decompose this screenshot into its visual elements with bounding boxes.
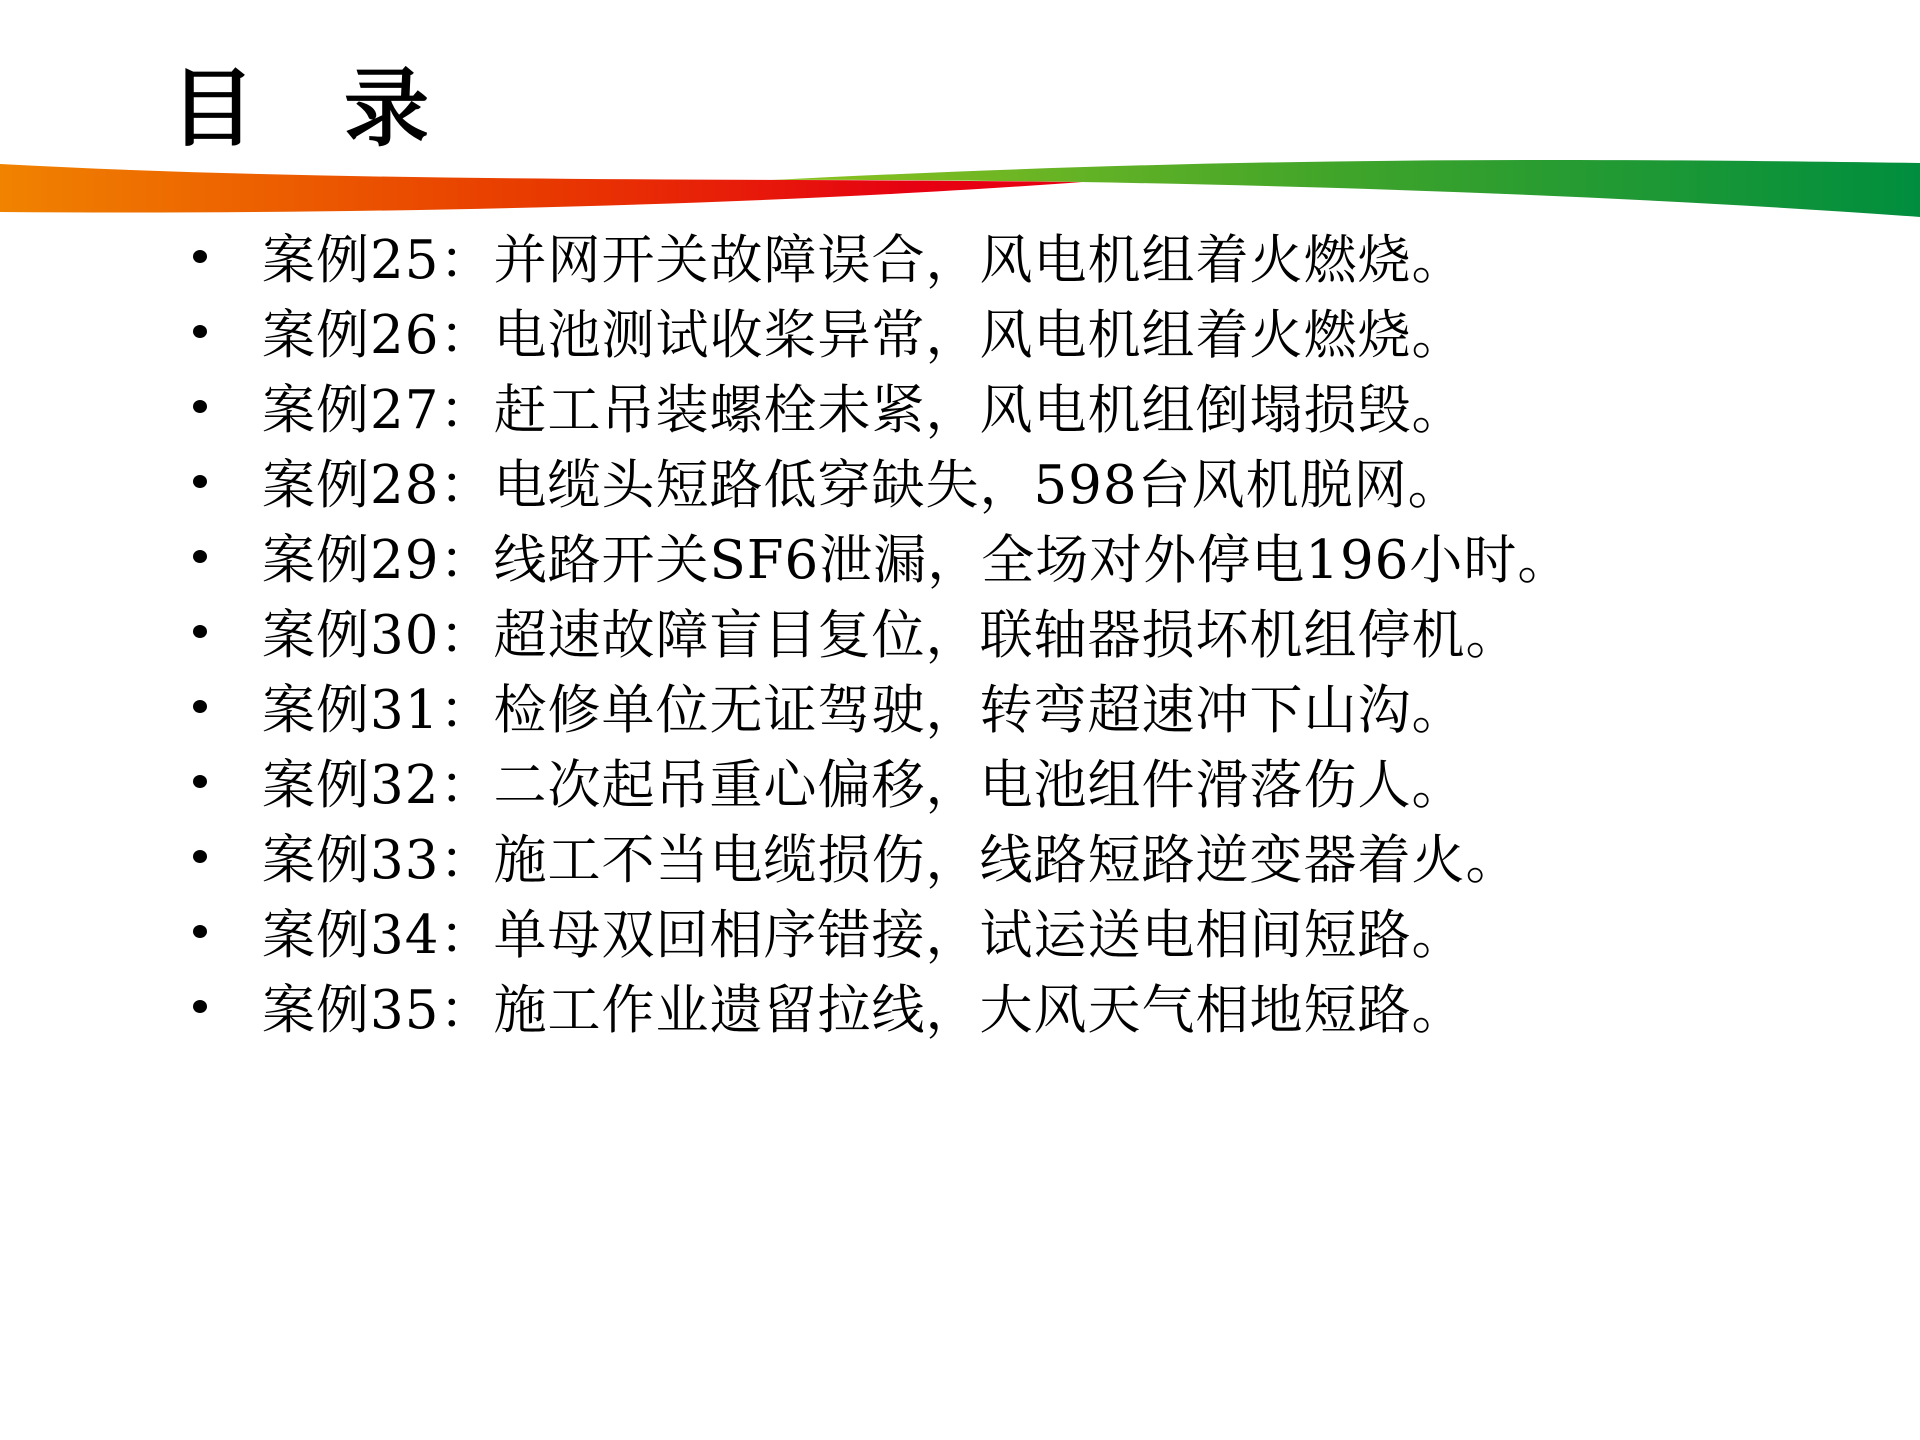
- bullet-icon: [193, 775, 207, 788]
- toc-item: [193, 368, 1693, 443]
- bullet-icon: [193, 250, 207, 263]
- toc-item-label: 案例34：单母双回相序错接，试运送电相间短路。: [262, 904, 1466, 966]
- bullet-icon: [193, 700, 207, 713]
- toc-item-label: 案例26：电池测试收桨异常，风电机组着火燃烧。: [262, 304, 1466, 366]
- bullet-icon: [193, 625, 207, 638]
- toc-item-label: 案例35：施工作业遗留拉线，大风天气相地短路。: [262, 979, 1466, 1041]
- toc-item: [193, 518, 1693, 593]
- bullet-icon: [193, 1000, 207, 1013]
- toc-item-label: 案例33：施工不当电缆损伤，线路短路逆变器着火。: [262, 829, 1520, 891]
- bullet-icon: [193, 475, 207, 488]
- toc-item: [193, 743, 1693, 818]
- toc-item-label: 案例29：线路开关SF6泄漏，全场对外停电196小时。: [262, 529, 1572, 591]
- toc-item: [193, 593, 1693, 668]
- toc-item: [193, 218, 1693, 293]
- toc-item-label: 案例27：赶工吊装螺栓未紧，风电机组倒塌损毁。: [262, 379, 1466, 441]
- toc-item-label: 案例31：检修单位无证驾驶，转弯超速冲下山沟。: [262, 679, 1466, 741]
- toc-item: [193, 293, 1693, 368]
- red-swoosh: [0, 164, 1082, 213]
- toc-item: [193, 968, 1693, 1043]
- toc-item-label: 案例28：电缆头短路低穿缺失，598台风机脱网。: [262, 454, 1462, 516]
- toc-item-label: 案例25：并网开关故障误合，风电机组着火燃烧。: [262, 229, 1466, 291]
- page-title: 目 录: [170, 60, 432, 159]
- toc-item: [193, 443, 1693, 518]
- toc-item: [193, 818, 1693, 893]
- bullet-icon: [193, 925, 207, 938]
- toc-item: [193, 668, 1693, 743]
- bullet-icon: [193, 325, 207, 338]
- toc-item-label: 案例32：二次起吊重心偏移，电池组件滑落伤人。: [262, 754, 1466, 816]
- bullet-icon: [193, 550, 207, 563]
- bullet-icon: [193, 850, 207, 863]
- toc-item: [193, 893, 1693, 968]
- toc-list: [193, 218, 1693, 1043]
- toc-item-label: 案例30：超速故障盲目复位，联轴器损坏机组停机。: [262, 604, 1520, 666]
- bullet-icon: [193, 400, 207, 413]
